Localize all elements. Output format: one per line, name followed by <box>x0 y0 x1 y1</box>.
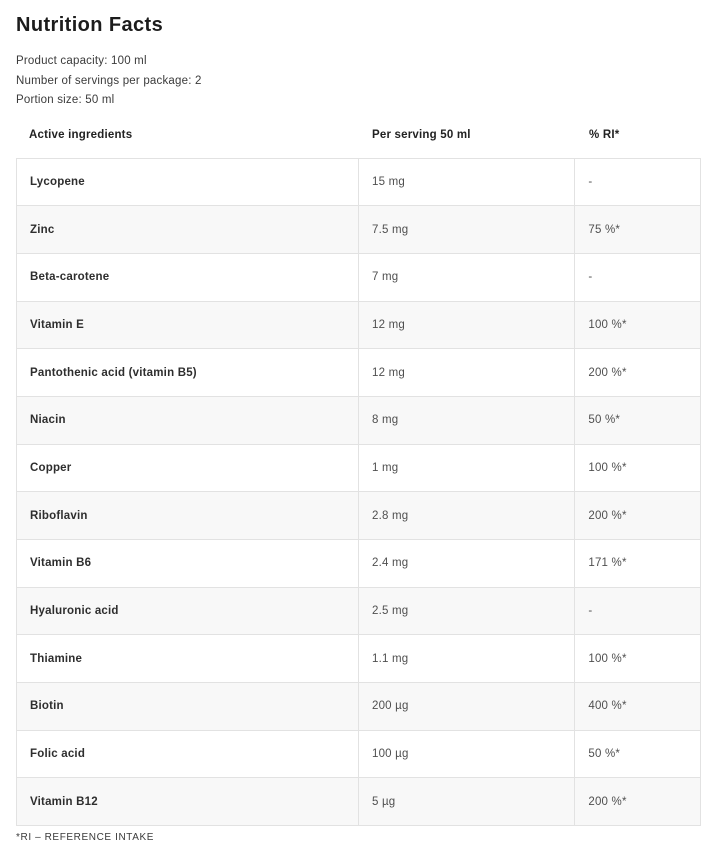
ingredient-ri: - <box>588 175 593 188</box>
ingredient-amount: 2.8 mg <box>359 492 575 539</box>
product-meta <box>16 52 701 111</box>
table-row <box>17 540 700 588</box>
table-body <box>16 158 701 827</box>
ingredient-amount: 100 µg <box>359 731 575 778</box>
ingredient-ri: 171 %* <box>588 557 627 570</box>
ingredient-amount: 5 µg <box>359 778 575 825</box>
ingredient-name: Vitamin B12 <box>17 778 359 825</box>
reference-intake-footnote: *RI – REFERENCE INTAKE <box>16 832 155 843</box>
ingredient-ri: 75 %* <box>588 223 621 236</box>
ingredient-ri: 100 %* <box>588 318 627 331</box>
table-row <box>17 397 700 445</box>
table-row <box>17 254 700 302</box>
ingredient-name: Vitamin B6 <box>17 540 359 587</box>
ingredient-name: Lycopene <box>17 159 359 206</box>
ingredient-amount: 7 mg <box>359 254 575 301</box>
table-row <box>17 302 700 350</box>
ingredient-ri: - <box>588 605 593 618</box>
ingredient-name: Riboflavin <box>17 492 359 539</box>
column-header-active-ingredients: Active ingredients <box>29 128 133 141</box>
ingredient-amount: 8 mg <box>359 397 575 444</box>
ingredient-ri: 50 %* <box>588 414 621 427</box>
ingredient-amount: 12 mg <box>359 349 575 396</box>
ingredient-name: Niacin <box>17 397 359 444</box>
ingredient-amount: 1 mg <box>359 445 575 492</box>
table-row <box>17 635 700 683</box>
product-capacity: Product capacity: 100 ml <box>16 55 147 67</box>
table-row <box>17 588 700 636</box>
ingredient-amount: 12 mg <box>359 302 575 349</box>
ingredient-ri: 400 %* <box>588 700 627 713</box>
table-row <box>17 683 700 731</box>
ingredient-ri: 200 %* <box>588 795 627 808</box>
servings-per-package: Number of servings per package: 2 <box>16 74 202 87</box>
table-row <box>17 778 700 825</box>
ingredient-name: Folic acid <box>17 731 359 778</box>
ingredient-name: Hyaluronic acid <box>17 588 359 635</box>
column-header-per-serving: Per serving 50 ml <box>372 128 471 141</box>
table-column-headers <box>16 115 701 158</box>
column-header-ri: % RI* <box>589 128 620 141</box>
table-row <box>17 731 700 779</box>
ingredient-amount: 1.1 mg <box>359 635 575 682</box>
table-row <box>17 349 700 397</box>
table-row <box>17 206 700 254</box>
ingredient-ri: 200 %* <box>588 366 627 379</box>
ingredient-ri: 100 %* <box>588 461 627 474</box>
table-row <box>17 159 700 207</box>
ingredient-amount: 2.5 mg <box>359 588 575 635</box>
ingredient-name: Zinc <box>17 206 359 253</box>
ingredient-amount: 2.4 mg <box>359 540 575 587</box>
ingredient-name: Copper <box>17 445 359 492</box>
page-title: Nutrition Facts <box>16 14 164 36</box>
ingredient-name: Biotin <box>17 683 359 730</box>
nutrition-table <box>16 115 701 827</box>
ingredient-name: Beta-carotene <box>17 254 359 301</box>
ingredient-amount: 15 mg <box>359 159 575 206</box>
ingredient-ri: 50 %* <box>588 748 621 761</box>
table-row <box>17 445 700 493</box>
ingredient-amount: 7.5 mg <box>359 206 575 253</box>
ingredient-name: Vitamin E <box>17 302 359 349</box>
table-row <box>17 492 700 540</box>
ingredient-ri: 100 %* <box>588 652 627 665</box>
ingredient-ri: 200 %* <box>588 509 627 522</box>
ingredient-amount: 200 µg <box>359 683 575 730</box>
ingredient-ri: - <box>588 271 593 284</box>
ingredient-name: Thiamine <box>17 635 359 682</box>
ingredient-name: Pantothenic acid (vitamin B5) <box>17 349 359 396</box>
portion-size: Portion size: 50 ml <box>16 94 115 106</box>
